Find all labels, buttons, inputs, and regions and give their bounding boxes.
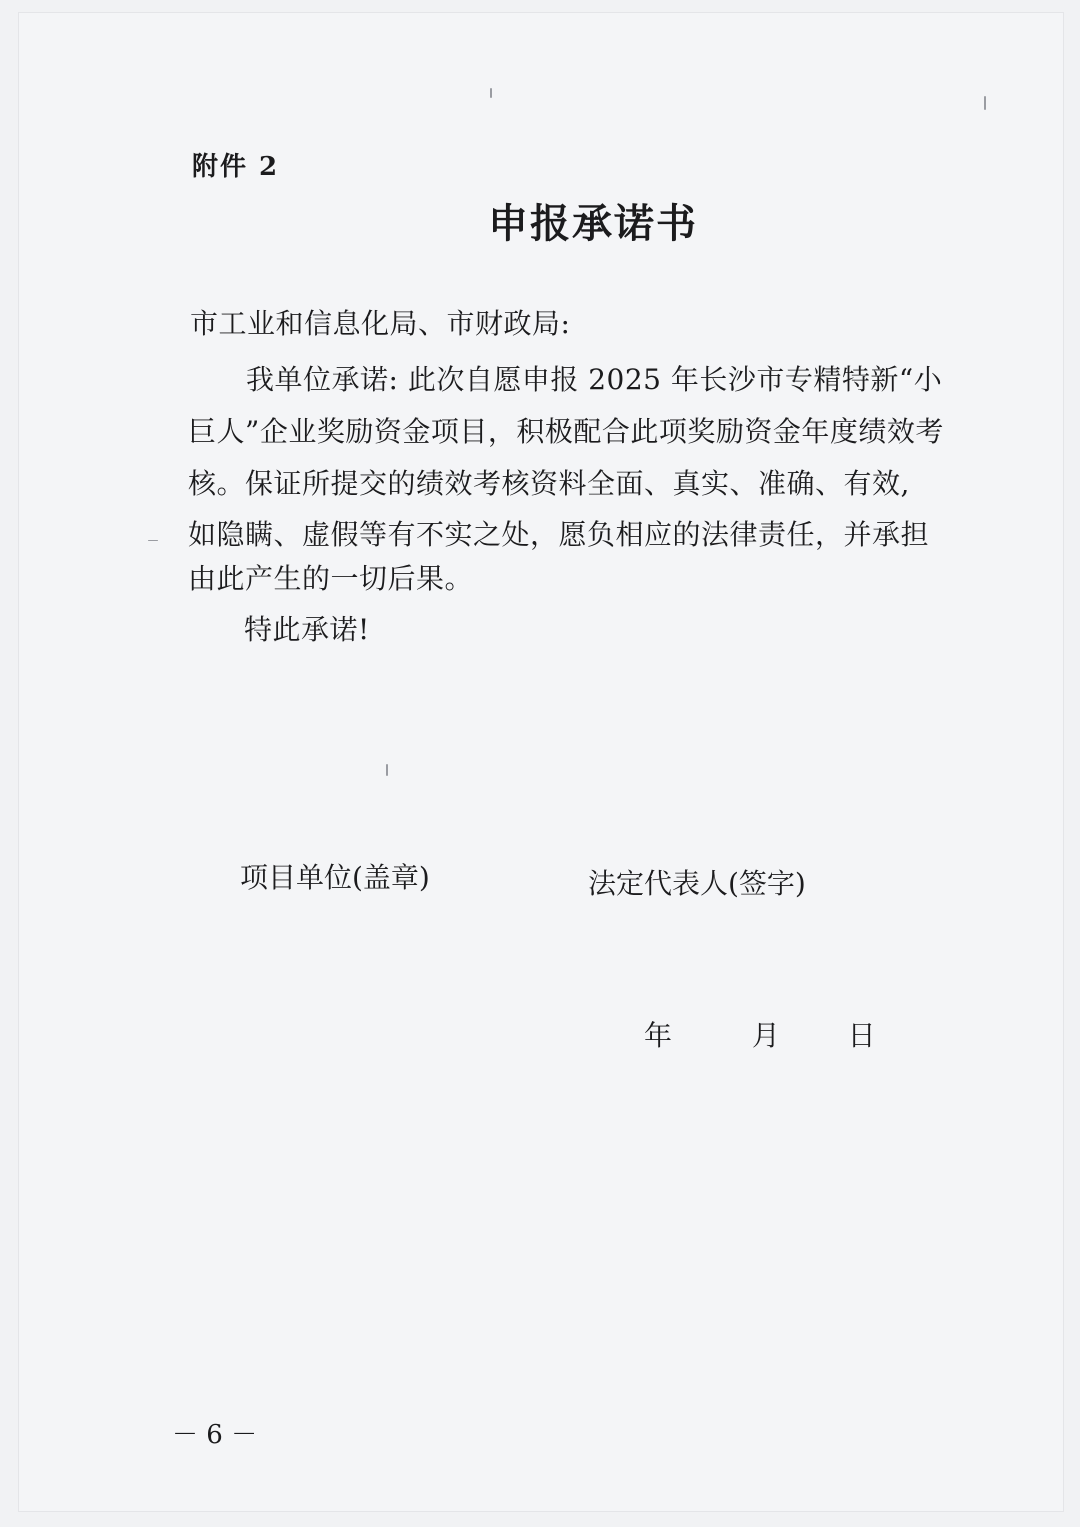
body-line-4: 如隐瞒、虚假等有不实之处，愿负相应的法律责任，并承担 <box>188 518 930 551</box>
closing-line: 特此承诺! <box>244 613 370 646</box>
date-month-label: 月 <box>751 1019 780 1052</box>
body-line-2: 巨人”企业奖励资金项目，积极配合此项奖励资金年度绩效考 <box>188 415 944 448</box>
body-line-1: 我单位承诺: 此次自愿申报 2025 年长沙市专精特新“小 <box>246 363 943 396</box>
page-number: － 6 － <box>172 1420 258 1450</box>
legal-representative-signature-label: 法定代表人(签字) <box>588 867 806 900</box>
body-line-5: 由此产生的一切后果。 <box>188 562 474 595</box>
date-line <box>644 1014 876 1054</box>
date-year-label: 年 <box>644 1019 673 1052</box>
scan-speck <box>386 764 388 776</box>
project-unit-seal-label: 项目单位(盖章) <box>240 861 430 894</box>
recipient-line: 市工业和信息化局、市财政局: <box>190 307 571 340</box>
scan-speck <box>984 96 986 110</box>
date-day-label: 日 <box>847 1019 876 1052</box>
document-title: 申报承诺书 <box>488 200 698 247</box>
body-line-3: 核。保证所提交的绩效考核资料全面、真实、准确、有效, <box>188 467 910 500</box>
scan-speck <box>490 88 492 98</box>
scan-speck <box>148 540 158 541</box>
attachment-label: 附件 2 <box>192 152 280 182</box>
